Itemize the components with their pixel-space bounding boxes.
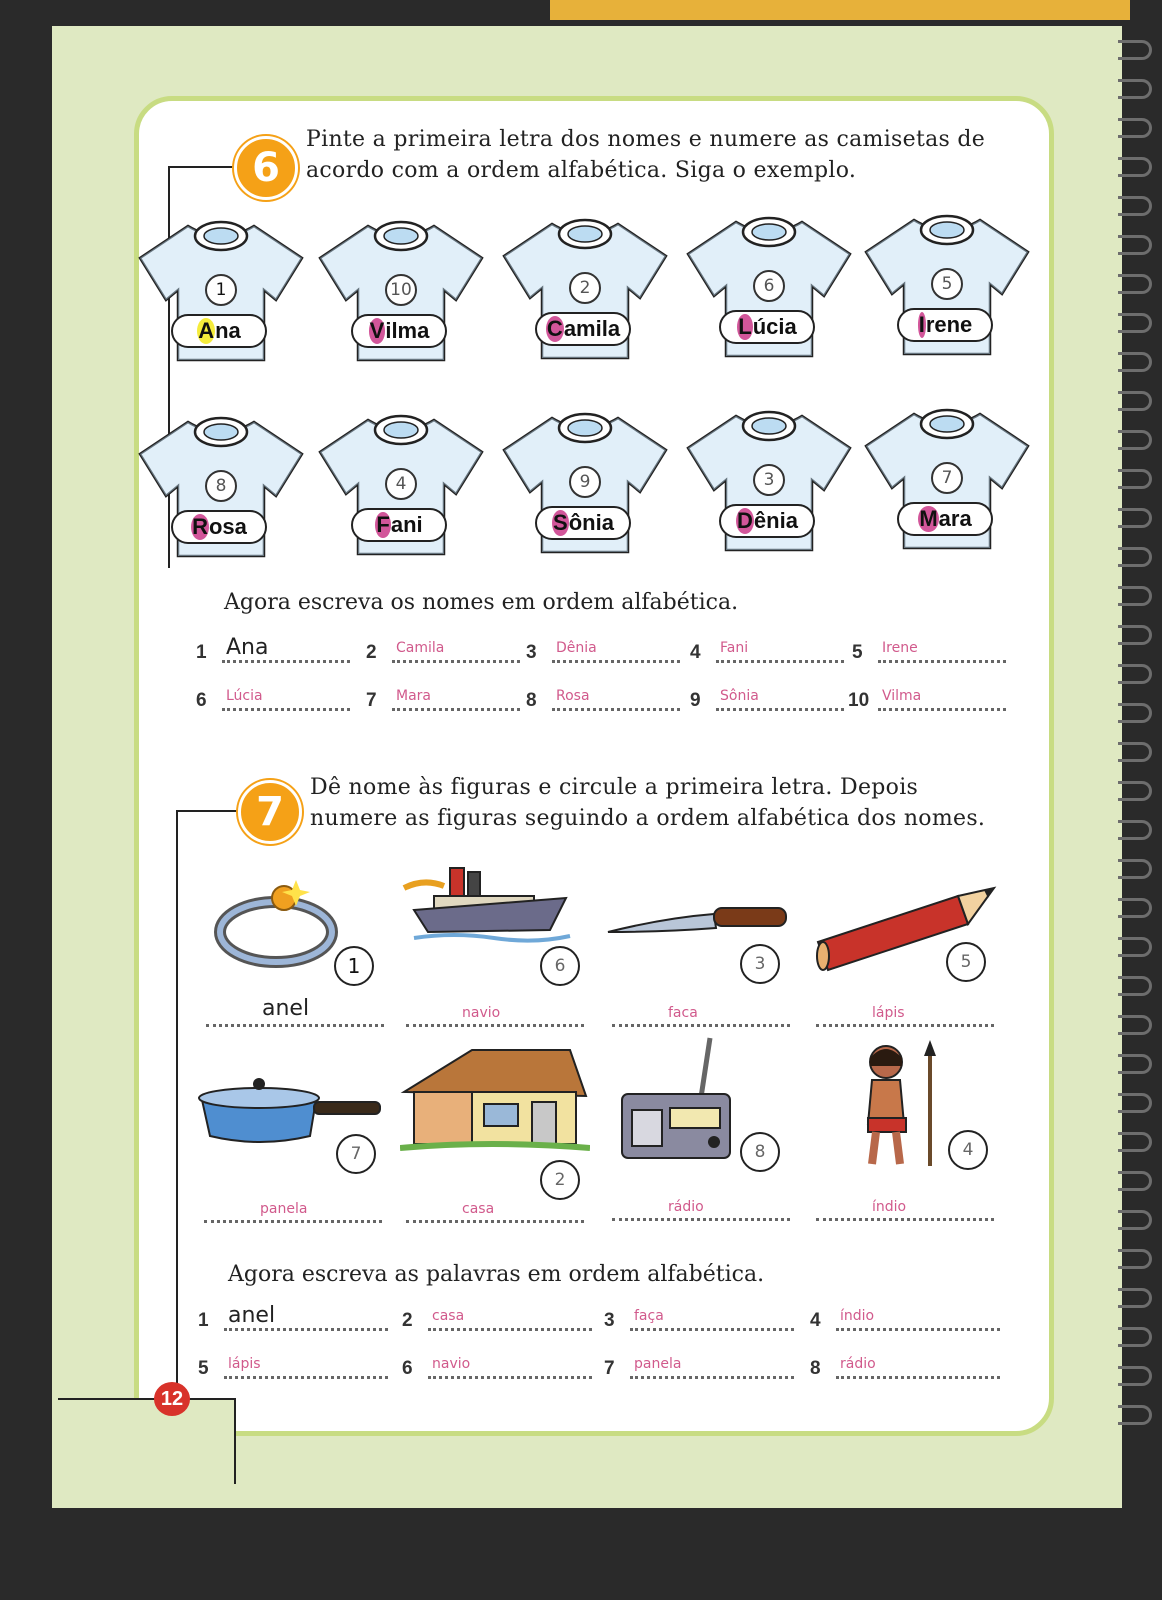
tshirt-number[interactable]: 9 <box>569 466 601 498</box>
spiral-ring <box>1118 1093 1152 1113</box>
tshirt <box>126 214 316 364</box>
word-answer-line[interactable] <box>604 1350 794 1379</box>
name-initial[interactable]: A <box>198 318 215 343</box>
spiral-ring <box>1118 79 1152 99</box>
picture-number[interactable]: 2 <box>540 1160 580 1200</box>
tshirt-name <box>535 312 631 346</box>
answer-text: lápis <box>228 1356 261 1372</box>
book-edge-strip <box>550 0 1130 20</box>
name-rest: úcia <box>752 314 797 339</box>
picture-name-line[interactable] <box>406 1002 584 1027</box>
spiral-ring <box>1118 391 1152 411</box>
word-answer-line[interactable] <box>402 1350 592 1379</box>
answer-text: Mara <box>396 688 431 704</box>
picture-name-line[interactable] <box>406 1198 584 1223</box>
spiral-ring <box>1118 703 1152 723</box>
tshirt-name <box>719 310 815 344</box>
tshirt <box>852 208 1042 358</box>
name-answer-line[interactable] <box>690 682 844 711</box>
answer-text: Ana <box>226 635 269 660</box>
answer-text: faça <box>634 1308 664 1324</box>
name-answer-line[interactable] <box>366 682 520 711</box>
answer-index: 1 <box>196 642 207 663</box>
answer-index: 6 <box>196 690 207 711</box>
spiral-ring <box>1118 586 1152 606</box>
spiral-ring <box>1118 430 1152 450</box>
tshirt-number[interactable]: 5 <box>931 268 963 300</box>
picture-name: lápis <box>872 1005 905 1021</box>
tshirt-name <box>351 508 447 542</box>
spiral-ring <box>1118 1405 1152 1425</box>
picture-name-line[interactable] <box>816 1002 994 1027</box>
tshirt-number[interactable]: 10 <box>385 274 417 306</box>
answer-index: 5 <box>852 642 863 663</box>
picture-name: índio <box>872 1199 907 1215</box>
word-answer-line[interactable] <box>198 1302 388 1331</box>
picture-name: casa <box>462 1201 495 1217</box>
answer-text: Fani <box>720 640 749 656</box>
ship-icon <box>394 858 574 952</box>
answer-index: 5 <box>198 1358 209 1379</box>
spiral-ring <box>1118 1249 1152 1269</box>
word-answer-line[interactable] <box>198 1350 388 1379</box>
picture-number[interactable]: 6 <box>540 946 580 986</box>
spiral-ring <box>1118 469 1152 489</box>
name-rest: ilma <box>385 318 430 343</box>
answer-index: 7 <box>604 1358 615 1379</box>
spiral-ring <box>1118 742 1152 762</box>
spiral-ring <box>1118 1054 1152 1074</box>
name-initial[interactable]: R <box>192 514 208 539</box>
spiral-ring <box>1118 781 1152 801</box>
name-answer-line[interactable] <box>196 682 350 711</box>
tshirt-name <box>351 314 447 348</box>
page-number: 12 <box>154 1382 190 1416</box>
spiral-ring <box>1118 625 1152 645</box>
picture-name: rádio <box>668 1199 704 1215</box>
answer-text: casa <box>432 1308 465 1324</box>
answer-index: 7 <box>366 690 377 711</box>
answer-text: Sônia <box>720 688 759 704</box>
tshirt-name <box>171 510 267 544</box>
answer-text: Camila <box>396 640 445 656</box>
picture-number[interactable]: 1 <box>334 946 374 986</box>
tshirt-number[interactable]: 4 <box>385 468 417 500</box>
exercise-6-instruction <box>306 124 1006 186</box>
name-rest: ônia <box>568 510 614 535</box>
answer-text: Lúcia <box>226 688 263 704</box>
tshirt-name <box>171 314 267 348</box>
name-answer-line[interactable] <box>852 634 1006 663</box>
picture-number[interactable]: 7 <box>336 1134 376 1174</box>
tshirt <box>490 212 680 362</box>
word-answer-line[interactable] <box>810 1302 1000 1331</box>
name-initial[interactable]: L <box>738 314 752 339</box>
exercise-6-badge: 6 <box>234 136 298 200</box>
spiral-ring <box>1118 937 1152 957</box>
picture-name: anel <box>262 996 310 1021</box>
name-initial[interactable]: M <box>919 506 938 531</box>
picture-name: faca <box>668 1005 698 1021</box>
spiral-ring <box>1118 1210 1152 1230</box>
name-rest: ênia <box>753 508 798 533</box>
exercise-7-badge: 7 <box>238 780 302 844</box>
spiral-ring <box>1118 196 1152 216</box>
tshirt-name <box>897 308 993 342</box>
exercise-6-subheading: Agora escreva os nomes em ordem alfabética. <box>224 590 739 615</box>
answer-index: 8 <box>810 1358 821 1379</box>
name-answer-line[interactable] <box>690 634 844 663</box>
tshirt-name <box>719 504 815 538</box>
tshirt-number[interactable]: 2 <box>569 272 601 304</box>
answer-index: 3 <box>526 642 537 663</box>
house-icon <box>400 1044 590 1158</box>
tshirt-number[interactable]: 3 <box>753 464 785 496</box>
name-initial[interactable]: S <box>553 510 568 535</box>
spiral-ring <box>1118 664 1152 684</box>
tshirt <box>306 214 496 364</box>
spiral-binding <box>1118 40 1158 1480</box>
answer-index: 2 <box>366 642 377 663</box>
picture-name: panela <box>260 1201 308 1217</box>
knife-icon <box>604 888 794 952</box>
instruction-line: Dê nome às figuras e circule a primeira letra. Depois <box>310 775 919 800</box>
word-answer-line[interactable] <box>604 1302 794 1331</box>
instruction-line: Pinte a primeira letra dos nomes e numere as camisetas de <box>306 127 986 152</box>
tshirt <box>674 404 864 554</box>
page-corner-box <box>58 1398 236 1484</box>
spiral-ring <box>1118 898 1152 918</box>
name-rest: rene <box>925 312 973 337</box>
spiral-ring <box>1118 859 1152 879</box>
answer-index: 9 <box>690 690 701 711</box>
tshirt <box>852 402 1042 552</box>
answer-text: Dênia <box>556 640 597 656</box>
ring-icon <box>214 870 344 974</box>
tshirt <box>674 210 864 360</box>
indigenous-figure-icon <box>846 1040 956 1174</box>
answer-index: 6 <box>402 1358 413 1379</box>
name-rest: ani <box>390 512 423 537</box>
picture-number[interactable]: 8 <box>740 1132 780 1172</box>
name-answer-line[interactable] <box>196 634 350 663</box>
spiral-ring <box>1118 820 1152 840</box>
picture-name-line[interactable] <box>206 996 384 1027</box>
spiral-ring <box>1118 313 1152 333</box>
tshirt <box>490 406 680 556</box>
radio-icon <box>614 1034 744 1168</box>
answer-index: 8 <box>526 690 537 711</box>
answer-text: panela <box>634 1356 682 1372</box>
tshirt-number[interactable]: 1 <box>205 274 237 306</box>
word-answer-line[interactable] <box>810 1350 1000 1379</box>
answer-text: Rosa <box>556 688 590 704</box>
word-answer-line[interactable] <box>402 1302 592 1331</box>
name-answer-line[interactable] <box>366 634 520 663</box>
answer-text: navio <box>432 1356 471 1372</box>
tshirt-number[interactable]: 6 <box>753 270 785 302</box>
answer-text: índio <box>840 1308 875 1324</box>
name-rest: na <box>215 318 241 343</box>
name-initial[interactable]: V <box>369 318 385 343</box>
tshirt-name <box>535 506 631 540</box>
spiral-ring <box>1118 1132 1152 1152</box>
tshirt-number[interactable]: 7 <box>931 462 963 494</box>
answer-index: 4 <box>810 1310 821 1331</box>
answer-text: rádio <box>840 1356 876 1372</box>
answer-text: Vilma <box>882 688 922 704</box>
spiral-ring <box>1118 547 1152 567</box>
name-rest: amila <box>563 316 621 341</box>
answer-index: 2 <box>402 1310 413 1331</box>
picture-number[interactable]: 5 <box>946 942 986 982</box>
spiral-ring <box>1118 1171 1152 1191</box>
instruction-line: numere as figuras seguindo a ordem alfabética dos nomes. <box>310 806 986 831</box>
picture-number[interactable]: 3 <box>740 944 780 984</box>
picture-name-line[interactable] <box>612 1002 790 1027</box>
name-rest: ara <box>938 506 972 531</box>
picture-name-line[interactable] <box>612 1196 790 1221</box>
answer-index: 10 <box>848 690 870 711</box>
picture-name-line[interactable] <box>816 1196 994 1221</box>
tshirt-number[interactable]: 8 <box>205 470 237 502</box>
spiral-ring <box>1118 274 1152 294</box>
spiral-ring <box>1118 157 1152 177</box>
spiral-ring <box>1118 976 1152 996</box>
name-answer-line[interactable] <box>848 682 1006 711</box>
spiral-ring <box>1118 1366 1152 1386</box>
answer-index: 3 <box>604 1310 615 1331</box>
name-initial[interactable]: F <box>376 512 390 537</box>
name-initial[interactable]: I <box>918 312 925 337</box>
spiral-ring <box>1118 508 1152 528</box>
picture-name: navio <box>462 1005 501 1021</box>
exercise-7-instruction <box>310 772 1010 834</box>
name-initial[interactable]: D <box>737 508 753 533</box>
tshirt <box>126 410 316 560</box>
picture-name-line[interactable] <box>204 1198 382 1223</box>
spiral-ring <box>1118 118 1152 138</box>
name-initial[interactable]: C <box>546 316 563 341</box>
name-answer-line[interactable] <box>526 634 680 663</box>
spiral-ring <box>1118 1288 1152 1308</box>
name-rest: osa <box>208 514 247 539</box>
instruction-line: acordo com a ordem alfabética. Siga o exemplo. <box>306 158 857 183</box>
spiral-ring <box>1118 235 1152 255</box>
spiral-ring <box>1118 1327 1152 1347</box>
answer-text: Irene <box>882 640 918 656</box>
picture-number[interactable]: 4 <box>948 1130 988 1170</box>
spiral-ring <box>1118 40 1152 60</box>
name-answer-line[interactable] <box>526 682 680 711</box>
answer-index: 1 <box>198 1310 209 1331</box>
tshirt <box>306 408 496 558</box>
spiral-ring <box>1118 352 1152 372</box>
exercise-7-subheading: Agora escreva as palavras em ordem alfabética. <box>228 1262 765 1287</box>
tshirt-name <box>897 502 993 536</box>
answer-index: 4 <box>690 642 701 663</box>
answer-text: anel <box>228 1303 276 1328</box>
spiral-ring <box>1118 1015 1152 1035</box>
